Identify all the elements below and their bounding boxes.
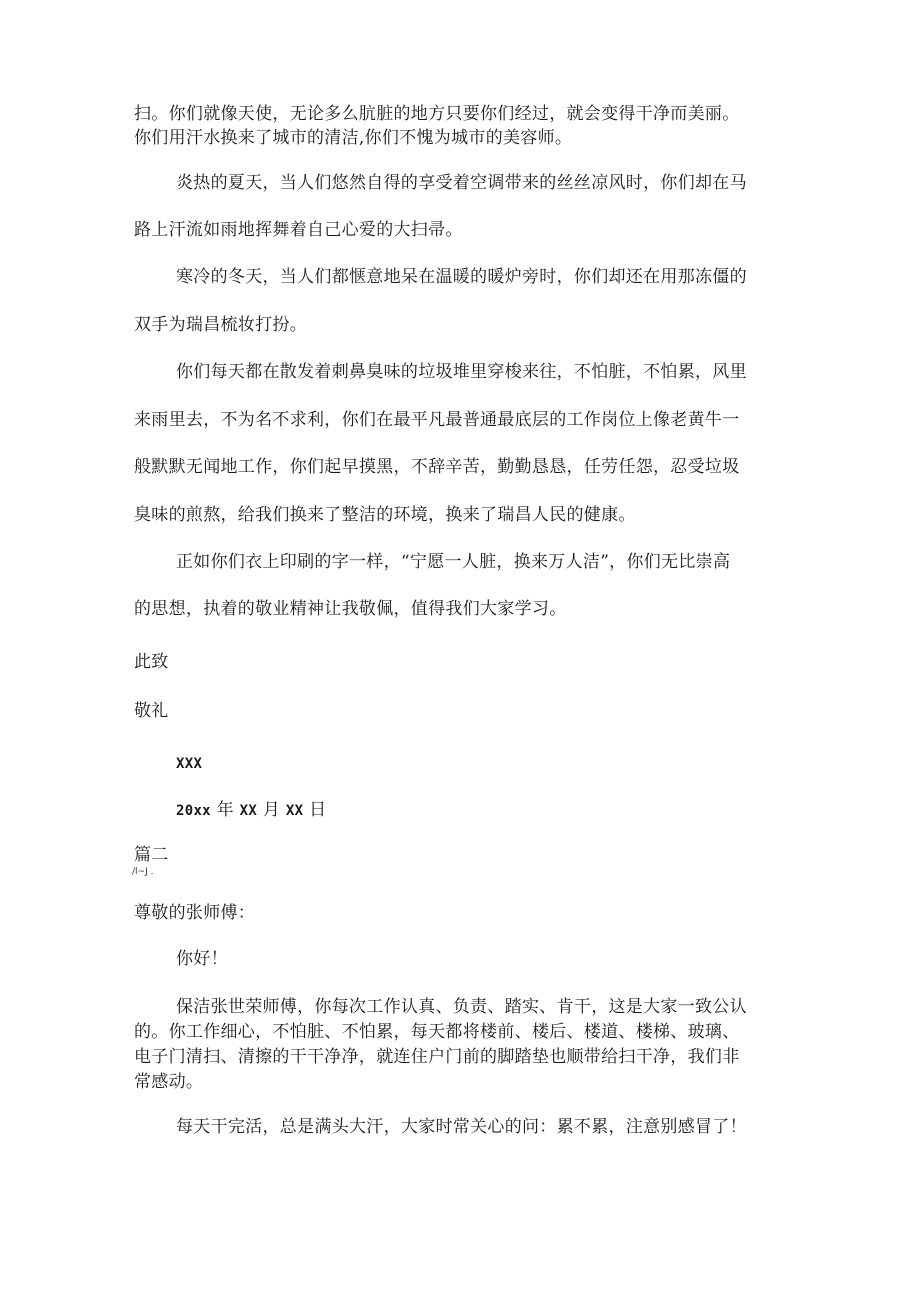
paragraph-daily-line: 般默默无闻地工作，你们起早摸黑，不辞辛苦，勤勤恳恳，任劳任怨，忍受垃圾 [134, 457, 740, 477]
paragraph-slogan-line: 的思想，执着的敬业精神让我敬佩，值得我们大家学习。 [134, 599, 567, 619]
paragraph-daily-line: 来雨里去，不为名不求利，你们在最平凡最普通最底层的工作岗位上像老黄牛一 [134, 410, 740, 430]
text-line: 你们用汗水换来了城市的清洁,你们不愧为城市的美容师。 [134, 128, 573, 148]
letter-body-line: 保洁张世荣师傅，你每次工作认真、负责、踏实、肯干，这是大家一致公认 [176, 997, 747, 1017]
closing-regards: 敬礼 [134, 701, 169, 721]
text-line: 扫。你们就像天使，无论多么肮脏的地方只要你们经过，就会变得干净而美丽。 [134, 104, 740, 124]
letter-body-line: 电子门清扫、清擦的干干净净，就连住户门前的脚踏垫也顺带给扫干净，我们非 [134, 1047, 740, 1067]
signature-name: XXX [176, 756, 203, 772]
date-year: 20xx [176, 803, 211, 819]
letter-body-line: 常感动。 [134, 1072, 204, 1092]
paragraph-summer-line: 路上汗流如雨地挥舞着自己心爱的大扫帚。 [134, 220, 463, 240]
date-month: XX [239, 803, 258, 819]
date-year-char: 年 [216, 800, 234, 820]
paragraph-daily-line: 臭味的煎熬，给我们换来了整洁的环境，换来了瑞昌人民的健康。 [134, 505, 636, 525]
letter-greeting-hello: 你好！ [176, 949, 228, 969]
date-day-char: 日 [309, 800, 327, 820]
date-month-char: 月 [262, 800, 281, 820]
section-heading: 篇二 [134, 845, 169, 865]
paragraph-slogan-line: 正如你们衣上印刷的字一样，“宁愿一人脏，换来万人洁”，你们无比崇高 [176, 552, 731, 572]
signature-date [176, 798, 836, 823]
paragraph-summer-line: 炎热的夏天，当人们悠然自得的享受着空调带来的丝丝凉风时，你们却在马 [176, 173, 747, 193]
date-day: XX [285, 803, 304, 819]
scan-artifact-mark: /l~J . [132, 867, 154, 877]
paragraph-winter-line: 双手为瑞昌梳妆打扮。 [134, 315, 307, 335]
paragraph-winter-line: 寒冷的冬天，当人们都惬意地呆在温暖的暖炉旁时，你们却还在用那冻僵的 [176, 267, 747, 287]
closing-salutation: 此致 [134, 652, 169, 672]
letter-greeting-recipient: 尊敬的张师傅： [134, 903, 256, 923]
letter-body-line: 每天干完活，总是满头大汗，大家时常关心的问：累不累，注意别感冒了！ [176, 1117, 747, 1137]
paragraph-daily-line: 你们每天都在散发着刺鼻臭味的垃圾堆里穿梭来往，不怕脏，不怕累，风里 [176, 362, 747, 382]
letter-body-line: 的。你工作细心，不怕脏、不怕累，每天都将楼前、楼后、楼道、楼梯、玻璃、 [134, 1022, 740, 1042]
